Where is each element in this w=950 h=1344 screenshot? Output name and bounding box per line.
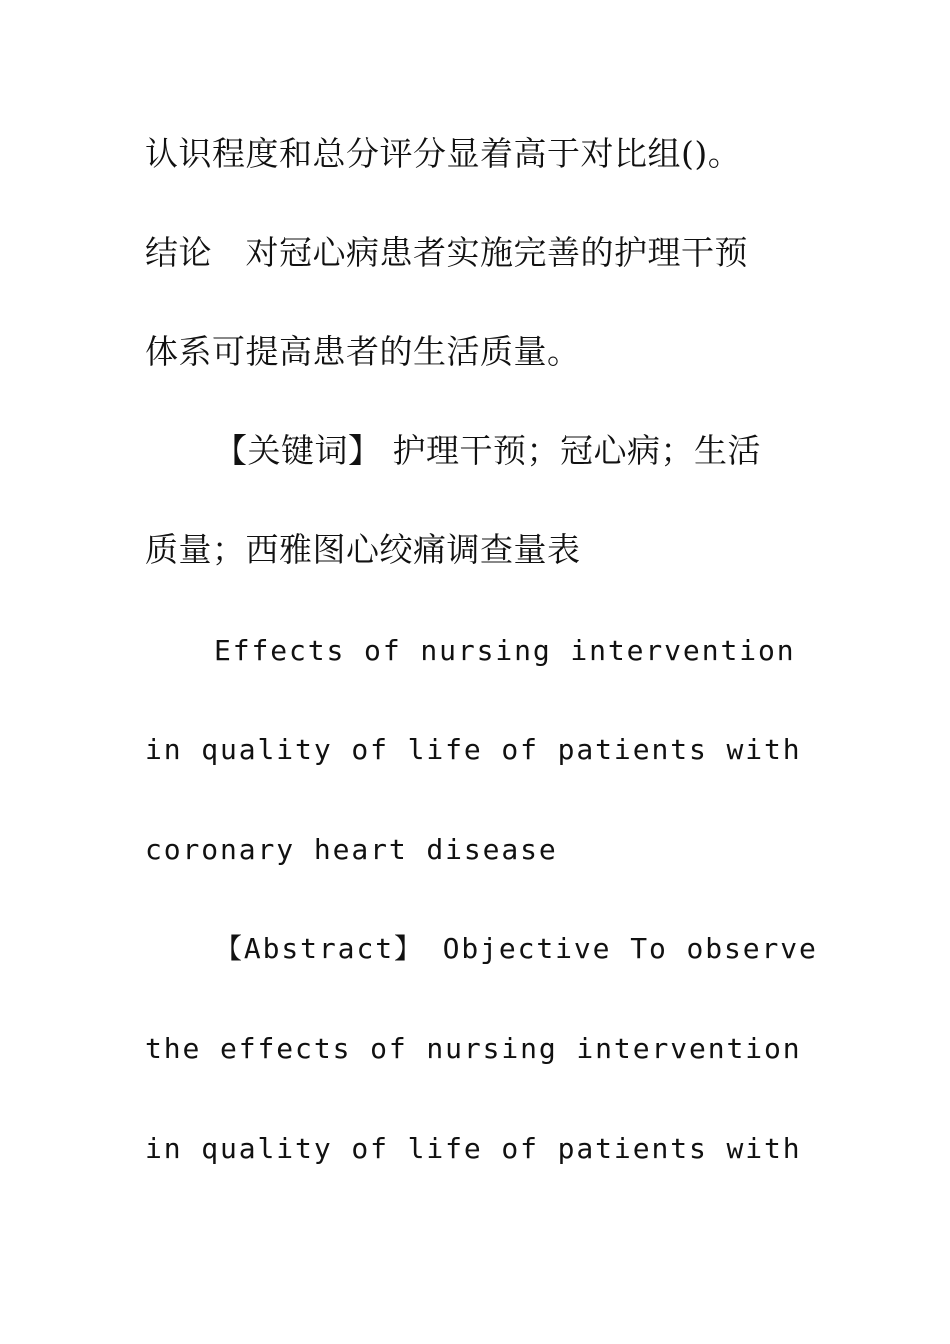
abstract-heading-line: 【Abstract】 Objective To observe xyxy=(214,932,818,965)
english-title-line-3: coronary heart disease xyxy=(145,833,558,866)
english-title-line-1: Effects of nursing intervention xyxy=(214,634,796,667)
text-line-keywords-end: 质量；西雅图心绞痛调查量表 xyxy=(145,530,581,569)
english-title-line-2: in quality of life of patients with xyxy=(145,733,802,766)
text-line-conclusion-heading: 结论 对冠心病患者实施完善的护理干预 xyxy=(145,233,748,272)
text-line-conclusion-end: 体系可提高患者的生活质量。 xyxy=(145,332,581,371)
abstract-text-line-1: the effects of nursing intervention xyxy=(145,1032,802,1065)
text-line-conclusion-result: 认识程度和总分评分显着高于对比组()。 xyxy=(145,134,742,173)
text-line-keywords-heading: 【关键词】 护理干预；冠心病；生活 xyxy=(214,431,761,470)
abstract-text-line-2: in quality of life of patients with xyxy=(145,1132,802,1165)
